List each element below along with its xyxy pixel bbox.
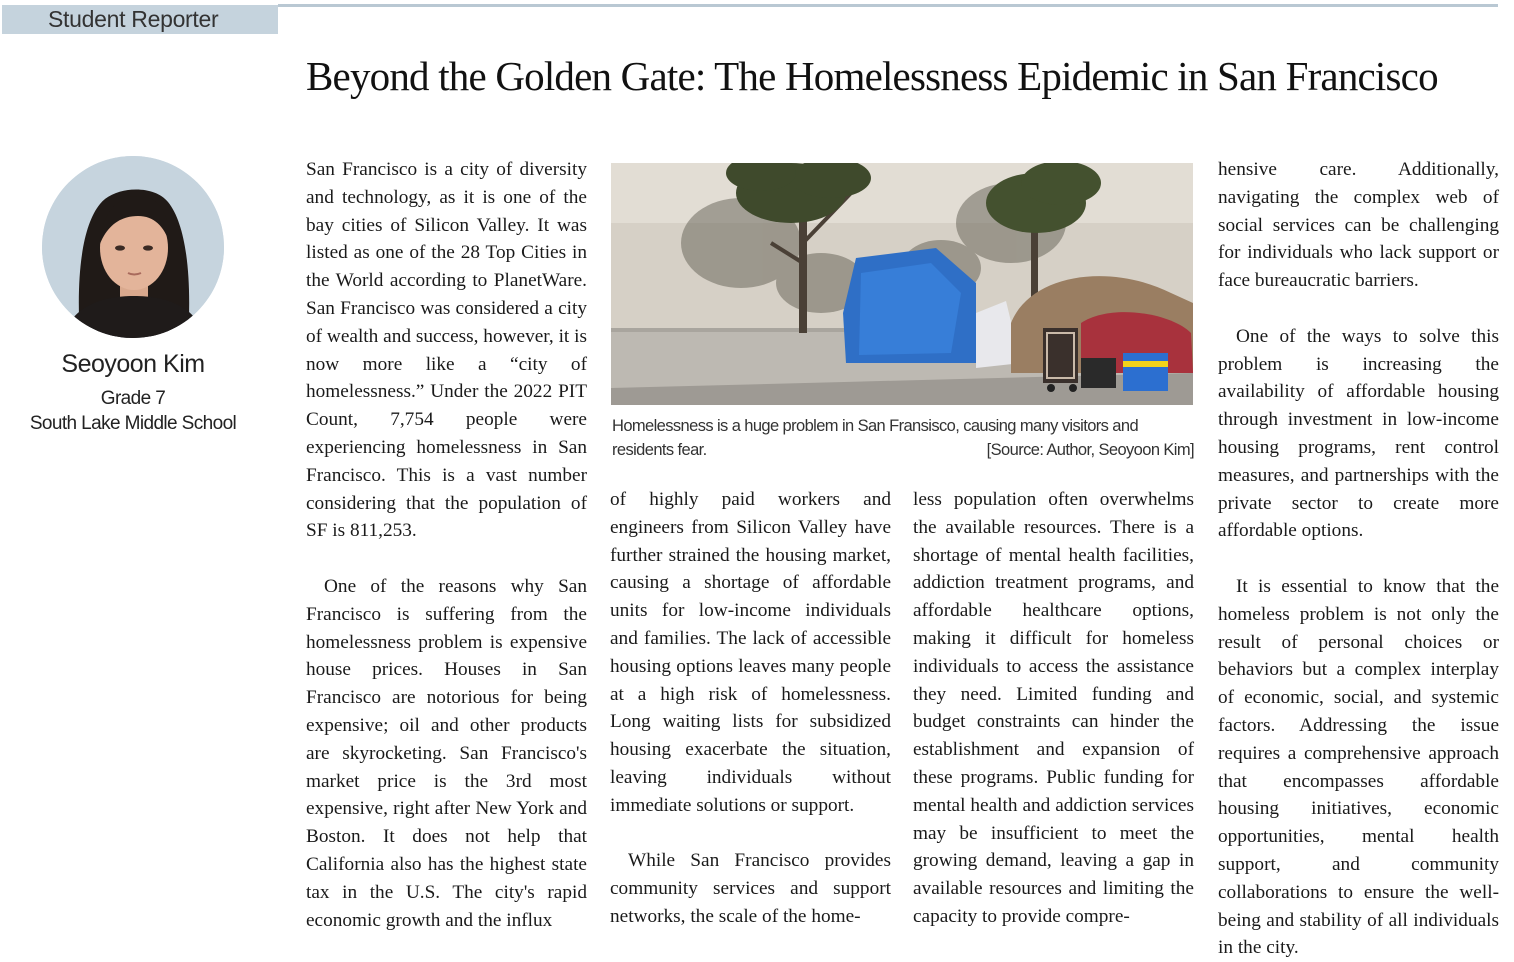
caption-source: [Source: Author, Seoyoon Kim] xyxy=(986,441,1194,459)
paragraph: of highly paid workers and engineers from Silicon Valley have further strained the housing market, causing a shortage of affordable units for low-income individuals and families. The lack of accessible housing options leaves many people at a high risk of homelessness. Long waiting lists for subsidized housing exacerbate the situation, leaving individuals without immediate solutions or support. xyxy=(610,489,891,816)
author-school: South Lake Middle School xyxy=(29,413,237,434)
author-portrait-image xyxy=(42,156,224,338)
article-column-2 xyxy=(610,486,891,931)
paragraph: One of the reasons why San Francisco is suffering from the homelessness problem is expensive house prices. Houses in San Francisco are notorious for being expensive; oil and other products are skyrocketing. San Francisco's market price is the 3rd most expensive, right after New York and Boston. It does not help that California also has the highest state tax in the U.S. The city's rapid economic growth and the influx xyxy=(306,575,587,931)
photo-caption xyxy=(612,414,1194,462)
article-photo xyxy=(611,163,1193,405)
paragraph: It is essential to know that the homeless problem is not only the result of personal choices or behaviors but a complex interplay of economic, social, and systemic factors. Addressing the issue requires a comprehensive approach that encompasses affordable housing initiatives, economic opportunities, mental health support, and community collaborations to ensure the well-being and stability of all individuals in the city. xyxy=(1218,575,1499,959)
author-avatar xyxy=(42,156,224,338)
article-column-1 xyxy=(306,156,587,934)
paragraph: hensive care. Additionally, navigating the complex web of social services can be challenging for individuals who lack support or face bureaucratic barriers. xyxy=(1218,159,1499,292)
article-headline: Beyond the Golden Gate: The Homelessness Epidemic in San Francisco xyxy=(306,53,1438,99)
article-column-4 xyxy=(1218,156,1499,962)
homeless-camp-photo xyxy=(611,163,1193,405)
paragraph: One of the ways to solve this problem is increasing the availability of affordable housing through investment in low-income housing programs, rent control measures, and partnerships with the private sector to create more affordable options. xyxy=(1218,325,1499,542)
paragraph: While San Francisco provides community services and support networks, the scale of the home- xyxy=(610,850,891,927)
section-tag: Student Reporter xyxy=(2,5,278,34)
author-grade: Grade 7 xyxy=(100,388,166,409)
caption-text: Homelessness is a huge problem in San Fransisco, causing many visitors and residents fear. xyxy=(612,417,1139,459)
header-rule xyxy=(278,4,1498,7)
paragraph: less population often overwhelms the available resources. There is a shortage of mental health facilities, addiction treatment programs, and affordable healthcare options, making it difficult for homeless individuals to access the assistance they need. Limited funding and budget constraints can hinder the establishment and expansion of these programs. Public funding for mental health and addiction services may be insufficient to meet the growing demand, leaving a gap in available resources and limiting the capacity to provide compre- xyxy=(913,489,1194,927)
paragraph: San Francisco is a city of diversity and technology, as it is one of the bay cities of Silicon Valley. It was listed as one of the 28 Top Cities in the World according to PlanetWare. San Francisco was considered a city of wealth and success, however, it is now more like a “city of homelessness.” Under the 2022 PIT Count, 7,754 people were experiencing homelessness in San Francisco. This is a vast number considering that the population of SF is 811,253. xyxy=(306,159,587,542)
article-column-3 xyxy=(913,486,1194,931)
author-name: Seoyoon Kim xyxy=(61,350,205,378)
